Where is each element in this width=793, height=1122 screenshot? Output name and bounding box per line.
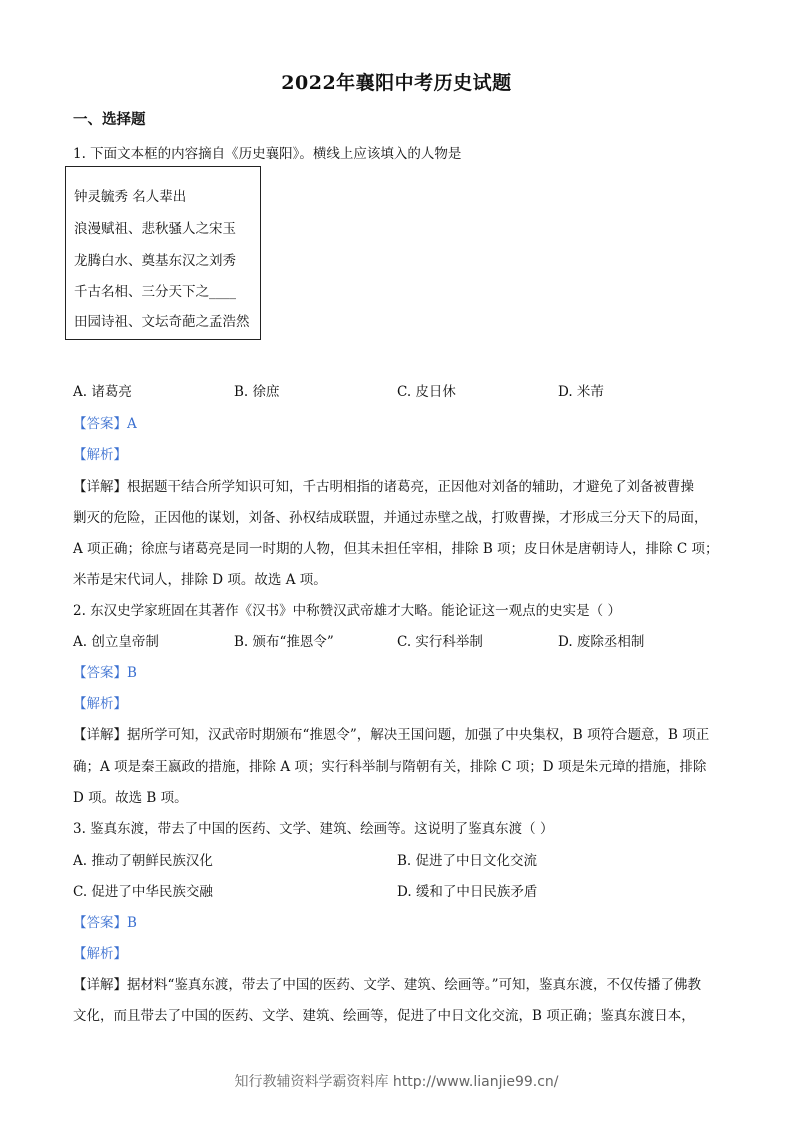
q1-text-box [65, 166, 261, 340]
q2-detail-line: 【详解】据所学可知，汉武帝时期颁布“推恩令”，解决王国问题，加强了中央集权，B 项符合题意，B 项正 [73, 727, 710, 743]
q1-detail-line: 米芾是宋代词人，排除 D 项。故选 A 项。 [73, 572, 327, 588]
q2-analysis-label: 【解析】 [73, 696, 127, 712]
q1-option-b: B. 徐庶 [234, 384, 280, 400]
q3-analysis-label: 【解析】 [73, 946, 127, 962]
q1-analysis-label: 【解析】 [73, 447, 127, 463]
q1-option-c: C. 皮日休 [397, 384, 456, 400]
q2-option-b: B. 颁布“推恩令” [234, 634, 334, 650]
q1-option-d: D. 米芾 [558, 384, 604, 400]
page-title: 2022年襄阳中考历史试题 [281, 72, 512, 94]
q3-option-a: A. 推动了朝鲜民族汉化 [73, 853, 213, 869]
q3-answer: 【答案】B [73, 915, 137, 931]
section-heading: 一、选择题 [73, 111, 146, 128]
q2-option-d: D. 废除丞相制 [558, 634, 645, 650]
q3-detail-line: 【详解】据材料“鉴真东渡，带去了中国的医药、文学、建筑、绘画等。”可知，鉴真东渡，不仅传播了佛教 [73, 977, 702, 993]
q2-option-c: C. 实行科举制 [397, 634, 483, 650]
q1-box-line: 钟灵毓秀 名人辈出 [74, 189, 187, 205]
q1-box-line: 田园诗祖、文坛奇葩之孟浩然 [74, 314, 250, 330]
q2-detail-line: 确；A 项是秦王嬴政的措施，排除 A 项；实行科举制与隋朝有关，排除 C 项；D 项是朱元璋的措施，排除 [73, 759, 707, 775]
q1-box-line: 浪漫赋祖、悲秋骚人之宋玉 [74, 221, 236, 237]
q1-box-line: 龙腾白水、奠基东汉之刘秀 [74, 253, 236, 269]
q2-option-a: A. 创立皇帝制 [73, 634, 159, 650]
q3-option-c: C. 促进了中华民族交融 [73, 884, 213, 900]
q1-stem: 1. 下面文本框的内容摘自《历史襄阳》。横线上应该填入的人物是 [73, 146, 462, 162]
q1-box-line: 千古名相、三分天下之____ [74, 284, 236, 300]
q1-detail-line: 【详解】根据题干结合所学知识可知，千古明相指的诸葛亮，正因他对刘备的辅助，才避免了刘备被曹操 [73, 479, 694, 495]
q1-answer: 【答案】A [73, 416, 137, 432]
q3-option-b: B. 促进了中日文化交流 [397, 853, 538, 869]
q3-detail-line: 文化，而且带去了中国的医药、文学、建筑、绘画等，促进了中日文化交流，B 项正确；鉴真东渡日本， [73, 1008, 695, 1024]
q1-detail-line: A 项正确；徐庶与诸葛亮是同一时期的人物，但其未担任宰相，排除 B 项；皮日休是唐朝诗人，排除 C 项； [73, 541, 719, 557]
q2-answer: 【答案】B [73, 665, 137, 681]
q2-stem: 2. 东汉史学家班固在其著作《汉书》中称赞汉武帝雄才大略。能论证这一观点的史实是（ ） [73, 603, 621, 619]
q1-option-a: A. 诸葛亮 [73, 384, 132, 400]
q2-detail-line: D 项。故选 B 项。 [73, 790, 188, 806]
q3-option-d: D. 缓和了中日民族矛盾 [397, 884, 538, 900]
q3-stem: 3. 鉴真东渡，带去了中国的医药、文学、建筑、绘画等。这说明了鉴真东渡（ ） [73, 821, 554, 837]
footer-watermark: 知行教辅资料学霸资料库 http://www.lianjie99.cn/ [234, 1074, 559, 1090]
q1-detail-line: 剿灭的危险，正因他的谋划，刘备、孙权结成联盟，并通过赤壁之战，打败曹操，才形成三分天下的局面， [73, 510, 708, 526]
